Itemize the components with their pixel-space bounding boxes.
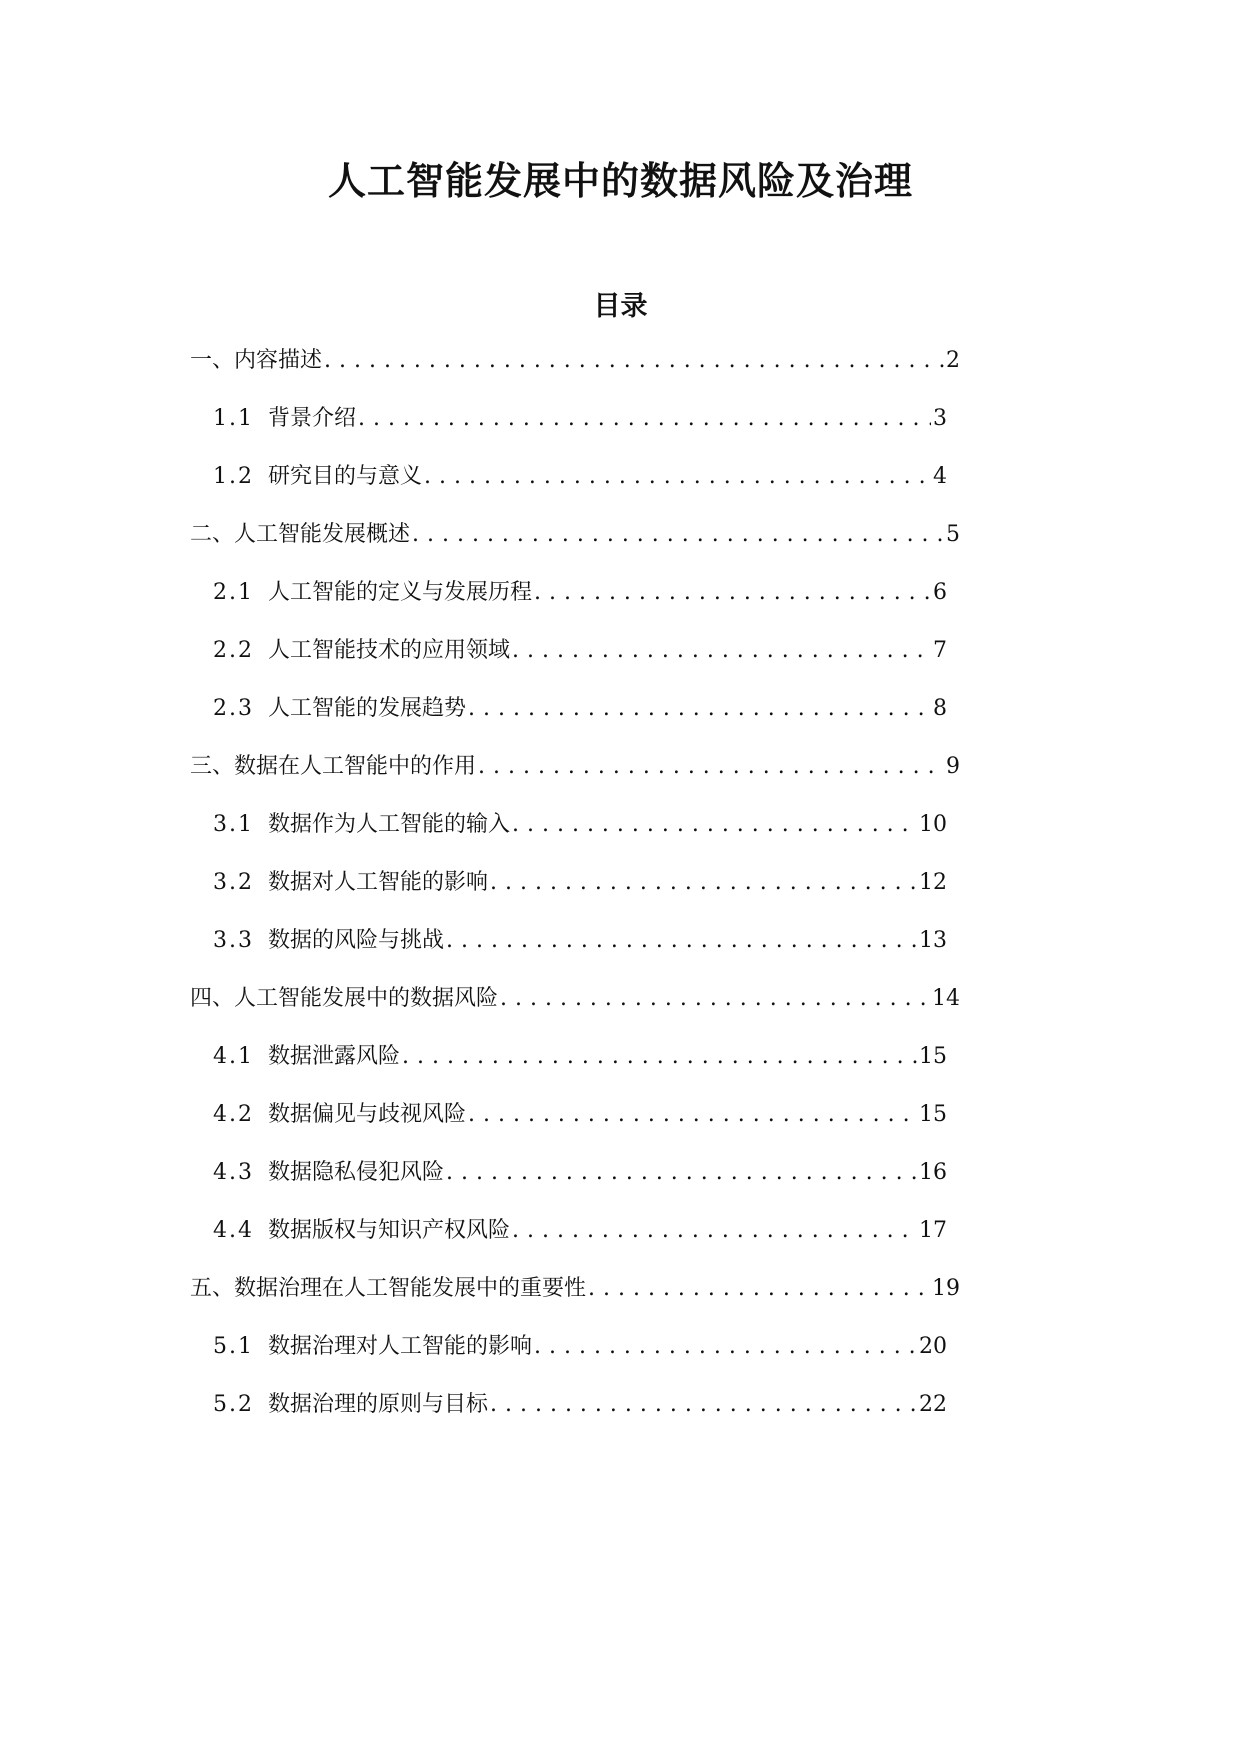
toc-entry-page-number: 14 (932, 986, 960, 1011)
toc-entry-page-number: 7 (933, 638, 947, 663)
toc-entry-number: 3.2 (213, 870, 254, 895)
toc-entry-number: 2.1 (213, 580, 254, 605)
toc-entry-text: 四、人工智能发展中的数据风险 (190, 986, 499, 1011)
toc-dot-leader (468, 1099, 917, 1131)
toc-entry-number: 4.4 (213, 1218, 254, 1243)
toc-dot-leader (412, 519, 944, 551)
toc-entry-number: 4.1 (213, 1044, 254, 1069)
toc-entry-page-number: 17 (919, 1218, 947, 1243)
toc-entry-text: 数据隐私侵犯风险 (268, 1160, 445, 1185)
toc-entry-text: 人工智能的发展趋势 (268, 696, 467, 721)
toc-entry-page-number: 3 (933, 406, 947, 431)
toc-dot-leader (358, 403, 931, 435)
toc-entry-text: 二、人工智能发展概述 (190, 522, 411, 547)
toc-heading: 目录 (593, 291, 648, 322)
toc-entry-page-number: 13 (919, 928, 947, 953)
toc-entry[interactable] (213, 635, 947, 667)
toc-entry-page-number: 20 (919, 1334, 947, 1359)
toc-entry-number: 5.2 (213, 1392, 254, 1417)
toc-dot-leader (490, 867, 917, 899)
toc-dot-leader (512, 809, 917, 841)
toc-entry-number: 5.1 (213, 1334, 254, 1359)
toc-entry-page-number: 22 (919, 1392, 947, 1417)
toc-entry[interactable] (213, 693, 947, 725)
toc-entry[interactable] (213, 461, 947, 493)
toc-dot-leader (446, 1157, 917, 1189)
toc-entry-text: 三、数据在人工智能中的作用 (190, 754, 477, 779)
toc-entry-text: 人工智能的定义与发展历程 (268, 580, 533, 605)
toc-entry-page-number: 19 (932, 1276, 960, 1301)
toc-dot-leader (446, 925, 917, 957)
toc-entry[interactable] (213, 1331, 947, 1363)
toc-entry-text: 数据泄露风险 (268, 1044, 401, 1069)
toc-dot-leader (534, 1331, 917, 1363)
toc-entry[interactable] (213, 867, 947, 899)
toc-entry-page-number: 9 (946, 754, 960, 779)
toc-dot-leader (588, 1273, 930, 1305)
toc-entry[interactable] (213, 809, 947, 841)
toc-entry[interactable] (190, 519, 960, 551)
toc-entry-text: 数据治理对人工智能的影响 (268, 1334, 533, 1359)
toc-entry[interactable] (190, 983, 960, 1015)
toc-entry-number: 1.2 (213, 464, 254, 489)
toc-entry[interactable] (213, 925, 947, 957)
toc-entry-text: 数据偏见与歧视风险 (268, 1102, 467, 1127)
toc-entry-text: 一、内容描述 (190, 348, 323, 373)
toc-entry-text: 数据的风险与挑战 (268, 928, 445, 953)
toc-entry-page-number: 12 (919, 870, 947, 895)
toc-entry[interactable] (190, 1273, 960, 1305)
document-title: 人工智能发展中的数据风险及治理 (327, 158, 913, 203)
toc-entry-number: 2.3 (213, 696, 254, 721)
toc-entry-page-number: 8 (933, 696, 947, 721)
toc-entry-page-number: 6 (933, 580, 947, 605)
toc-dot-leader (534, 577, 931, 609)
toc-dot-leader (324, 345, 944, 377)
toc-dot-leader (478, 751, 944, 783)
toc-dot-leader (402, 1041, 917, 1073)
toc-entry[interactable] (213, 1041, 947, 1073)
toc-dot-leader (424, 461, 931, 493)
toc-entry-text: 数据作为人工智能的输入 (268, 812, 511, 837)
toc-entry-number: 2.2 (213, 638, 254, 663)
toc-entry-page-number: 15 (919, 1102, 947, 1127)
toc-dot-leader (500, 983, 930, 1015)
toc-entry-text: 研究目的与意义 (268, 464, 423, 489)
toc-entry-page-number: 15 (919, 1044, 947, 1069)
toc-entry-text: 数据对人工智能的影响 (268, 870, 489, 895)
toc-entry[interactable] (213, 1099, 947, 1131)
toc-entry-text: 人工智能技术的应用领域 (268, 638, 511, 663)
toc-dot-leader (512, 1215, 917, 1247)
toc-entry-number: 4.3 (213, 1160, 254, 1185)
toc-entry[interactable] (213, 1157, 947, 1189)
toc-entry-page-number: 10 (919, 812, 947, 837)
toc-entry-number: 4.2 (213, 1102, 254, 1127)
toc-entry[interactable] (213, 577, 947, 609)
toc-entry[interactable] (190, 751, 960, 783)
toc-entry-text: 数据治理的原则与目标 (268, 1392, 489, 1417)
toc-entry-page-number: 2 (946, 348, 960, 373)
toc-entry-text: 背景介绍 (268, 406, 357, 431)
toc-entry[interactable] (213, 403, 947, 435)
toc-entry[interactable] (213, 1389, 947, 1421)
toc-dot-leader (468, 693, 931, 725)
toc-entry[interactable] (190, 345, 960, 377)
toc-entry[interactable] (213, 1215, 947, 1247)
toc-dot-leader (512, 635, 931, 667)
toc-entry-text: 五、数据治理在人工智能发展中的重要性 (190, 1276, 587, 1301)
toc-entry-page-number: 4 (933, 464, 947, 489)
toc-entry-number: 1.1 (213, 406, 254, 431)
toc-entry-page-number: 5 (946, 522, 960, 547)
toc-entry-number: 3.3 (213, 928, 254, 953)
toc-entry-page-number: 16 (919, 1160, 947, 1185)
toc-dot-leader (490, 1389, 917, 1421)
toc-entry-number: 3.1 (213, 812, 254, 837)
toc-entry-text: 数据版权与知识产权风险 (268, 1218, 511, 1243)
